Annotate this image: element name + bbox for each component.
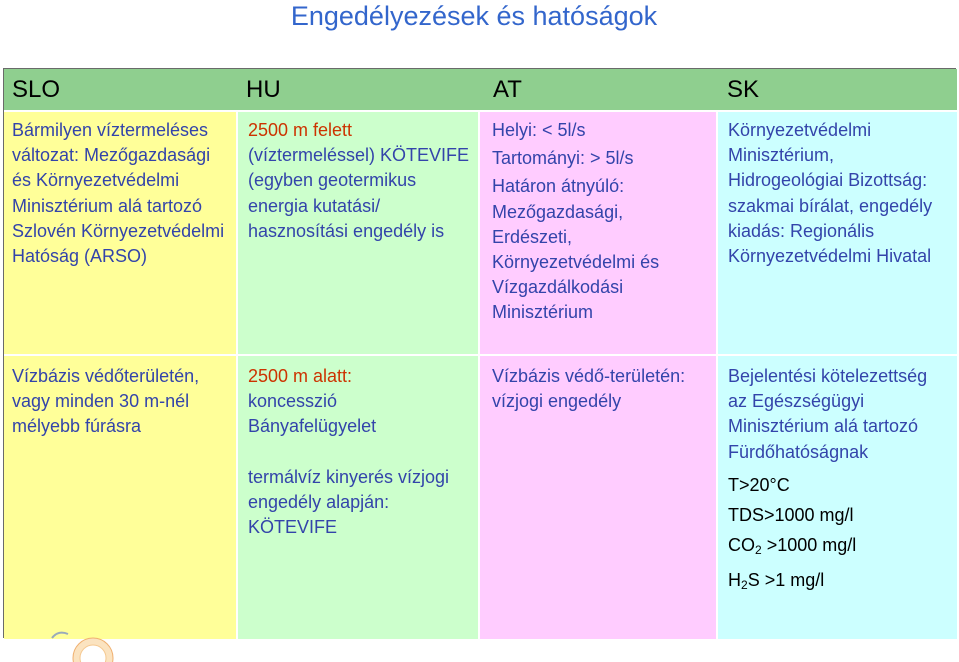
limit-h2s: $H_2S >1$ mg/l [728, 569, 825, 592]
at-row1-local: Helyi: < 5l/s [492, 120, 586, 140]
sk-row2-text: Bejelentési kötelezettség az Egészségügyi Minisztérium alá tartozó Fürdőhatóságnak [728, 366, 928, 462]
page-title: Engedélyezések és hatóságok [290, 1, 658, 31]
at-row2-cell [480, 354, 718, 639]
footer-logo [48, 628, 118, 662]
limit-co2: $CO_2 >1000$ mg/l [728, 534, 857, 557]
slo-row2-text: Vízbázis védőterületén, vagy minden 30 m-nél mélyebb fúrásra [12, 366, 200, 437]
at-row1-crossborder: Határon átnyúló: Mezőgazdasági, Erdészeti, Környezetvédelmi és Vízgazdálkodási Minisztérium [492, 176, 660, 323]
at-row1-cell [480, 110, 718, 354]
at-row2-text: Vízbázis védő-területén: vízjogi engedély [492, 366, 686, 412]
header-sk: SK [718, 69, 957, 110]
sk-row2-cell [718, 354, 957, 639]
at-row1-provincial: Tartományi: > 5l/s [492, 148, 634, 169]
slo-row2-cell [4, 354, 238, 639]
header-at: AT [480, 69, 718, 110]
slo-row1-cell [4, 110, 238, 354]
hu-row2-concession: koncesszió Bányafelügyelet [248, 391, 377, 437]
hu-row2-threshold: 2500 m alatt: [248, 366, 353, 386]
hu-row2-cell [238, 354, 480, 639]
limit-temperature: T>20°C [728, 474, 790, 495]
hu-row1-text: (víztermeléssel) KÖTEVIFE (egyben geotermikus energia kutatási/ hasznosítási engedély is [248, 145, 470, 241]
sk-row1-text: Környezetvédelmi Minisztérium, Hidrogeológiai Bizottság: szakmai bírálat, engedély kiadás: Regionális Környezetvédelmi Hivatal [728, 120, 933, 267]
header-slo: SLO [4, 69, 238, 110]
limit-tds: TDS>1000 mg/l [728, 504, 854, 525]
header-hu: HU [238, 69, 480, 110]
sk-row1-cell [718, 110, 957, 354]
slo-row1-text: Bármilyen víztermeléses változat: Mezőgazdasági és Környezetvédelmi Minisztérium alá tartozó Szlovén Környezetvédelmi Hatóság (ARSO) [12, 120, 225, 267]
hu-row1-cell [238, 110, 480, 354]
permits-table [3, 68, 956, 638]
hu-row2-thermal: termálvíz kinyerés vízjogi engedély alapján: KÖTEVIFE [248, 466, 450, 538]
hu-row1-threshold: 2500 m felett [248, 120, 353, 140]
